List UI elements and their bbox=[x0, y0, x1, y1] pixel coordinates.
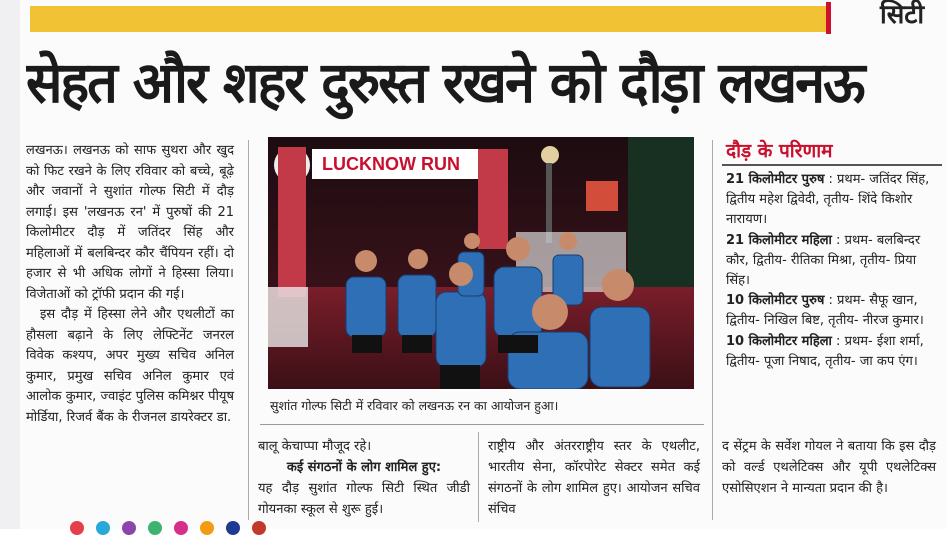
result-text: : प्रथम- बलबिन्दर कौर, द्वितीय- रीतिका मिश्रा, तृतीय- प्रिया सिंह। bbox=[726, 232, 921, 289]
results-title: दौड़ के परिणाम bbox=[726, 140, 833, 162]
article-photo bbox=[268, 137, 694, 389]
article-paragraph: राष्ट्रीय और अंतरराष्ट्रीय स्तर के एथलीट, भारतीय सेना, कॉरपोरेट सेक्टर समेत कई संगठनों के लोग शामिल हुए। आयोजन सचिव संचिव bbox=[488, 439, 700, 517]
article-subhead: कई संगठनों के लोग शामिल हुए: bbox=[286, 460, 442, 475]
registration-dot bbox=[252, 521, 266, 535]
section-bar-accent bbox=[826, 2, 831, 34]
registration-dot bbox=[200, 521, 214, 535]
result-text: : प्रथम- जतिंदर सिंह, द्वितीय महेश द्विवेदी, तृतीय- शिंदे किशोर नारायण। bbox=[726, 172, 930, 228]
color-registration-marks bbox=[70, 520, 278, 539]
article-left-column bbox=[26, 141, 234, 428]
section-bar bbox=[30, 6, 828, 32]
result-category: 21 किलोमीटर पुरुष bbox=[726, 172, 825, 187]
article-paragraph: बालू केचाप्पा मौजूद रहे। bbox=[258, 439, 372, 454]
registration-dot bbox=[226, 521, 240, 535]
article-column-4 bbox=[722, 436, 936, 499]
section-label: सिटी bbox=[880, 0, 925, 30]
result-entry bbox=[726, 231, 940, 292]
registration-dot bbox=[70, 521, 84, 535]
article-paragraph: द सेंट्रम के सर्वेश गोयल ने बताया कि इस दौड़ को वर्ल्ड एथलेटिक्स और यूपी एथलेटिक्स एसोसिएशन ने मान्यता प्रदान की है। bbox=[722, 439, 936, 496]
result-entry bbox=[726, 291, 940, 331]
banner-text: LUCKNOW RUN bbox=[322, 154, 460, 174]
article-column-2 bbox=[258, 436, 470, 520]
results-rule bbox=[722, 164, 942, 166]
headline: सेहत और शहर दुरुस्त रखने को दौड़ा लखनऊ bbox=[26, 49, 864, 116]
registration-dot bbox=[122, 521, 136, 535]
registration-dot bbox=[96, 521, 110, 535]
column-divider bbox=[248, 140, 249, 520]
running-event-image bbox=[268, 137, 694, 389]
caption-rule bbox=[260, 424, 704, 425]
page-margin bbox=[0, 0, 20, 529]
result-category: 21 किलोमीटर महिला bbox=[726, 232, 832, 248]
registration-dot bbox=[174, 521, 188, 535]
photo-caption: सुशांत गोल्फ सिटी में रविवार को लखनऊ रन का आयोजन हुआ। bbox=[270, 398, 559, 413]
result-category: 10 किलोमीटर महिला bbox=[726, 333, 832, 349]
article-paragraph: इस दौड़ में हिस्सा लेने और एथलीटों का हौसला बढ़ाने के लिए लेफ्टिनेंट जनरल विवेक कश्यप, अपर मुख्य सचिव अनिल कुमार, प्रमुख सचिव अनिल कुमार एवं आलोक कुमार, ज्वाइंट पुलिस कमिश्नर पीयूष मोर्डिया, रिजर्व बैंक के रीजनल डायरेक्टर डा. bbox=[26, 307, 234, 425]
article-paragraph: यह दौड़ सुशांत गोल्फ सिटी स्थित जीडी गोयनका स्कूल से शुरू हुई। bbox=[258, 481, 470, 517]
column-divider bbox=[712, 140, 713, 520]
result-category: 10 किलोमीटर पुरुष bbox=[726, 293, 825, 309]
result-entry bbox=[726, 332, 940, 372]
article-column-3 bbox=[488, 436, 700, 520]
result-text: : प्रथम- ईशा शर्मा, द्वितीय- पूजा निषाद, तृतीय- जा कप एंग। bbox=[726, 333, 924, 369]
column-divider bbox=[478, 432, 479, 522]
result-entry bbox=[726, 170, 940, 231]
article-paragraph: लखनऊ। लखनऊ को साफ सुथरा और खुद को फिट रखने के लिए रविवार को बच्चे, बूढ़े और जवानों ने सुशांत गोल्फ सिटी में दौड़ लगाई। इस 'लखनऊ रन' में पुरुषों की 21 किलोमीटर दौड़ में जतिंदर सिंह और महिलाओं में बलबिन्दर कौर चैंपियन रहीं। दो हजार से भी अधिक लोगों ने हिस्सा लिया। विजेताओं को ट्रॉफी प्रदान की गई। bbox=[26, 143, 234, 302]
registration-dot bbox=[148, 521, 162, 535]
result-text: : प्रथम- सैफू खान, द्वितीय- निखिल बिष्ट, तृतीय- नीरज कुमार। bbox=[726, 293, 924, 329]
results-box bbox=[726, 170, 940, 372]
